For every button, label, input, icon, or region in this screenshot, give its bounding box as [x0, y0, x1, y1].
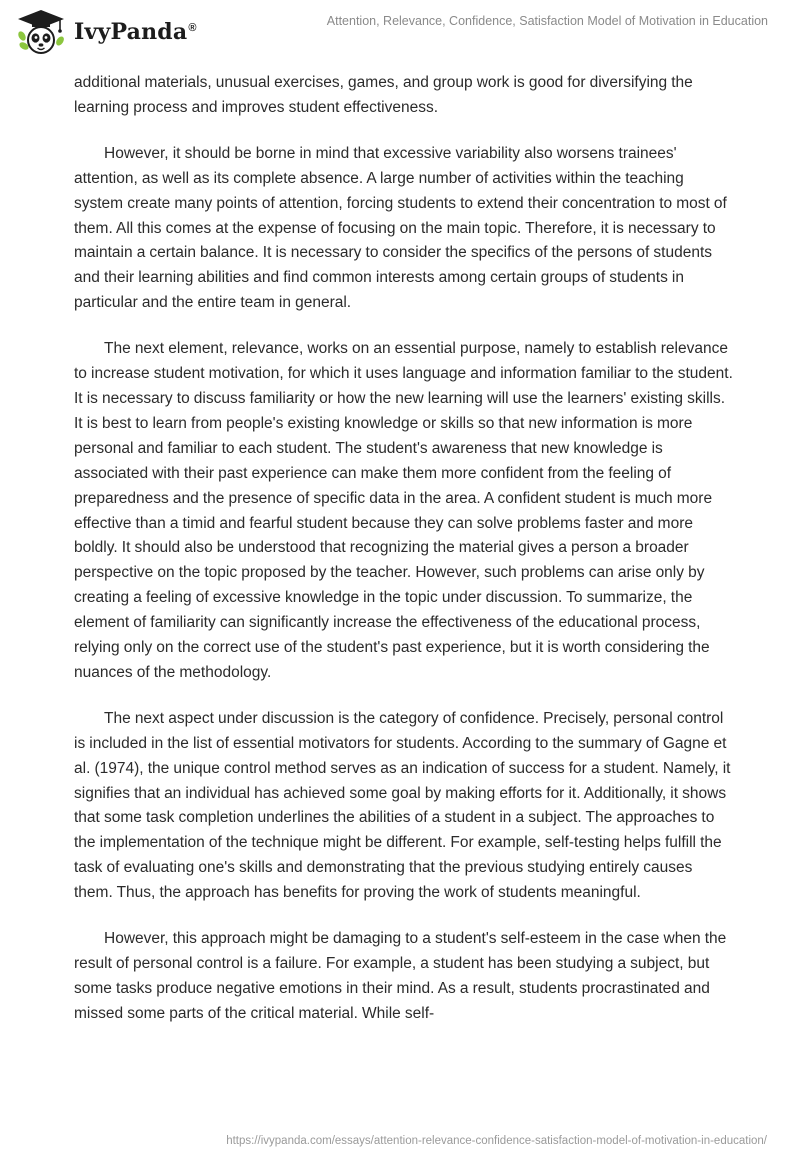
- panda-graduate-icon: [14, 8, 68, 56]
- paragraph: However, it should be borne in mind that excessive variability also worsens trainees' attention, as well as its complete absence. A large number of activities within the teaching system create many points of attention, forcing students to extend their concentration to most of them. All this comes at the expense of focusing on the main topic. Therefore, it is necessary to maintain a certain balance. It is necessary to consider the specifics of the persons of students and their learning abilities and find common interests among certain groups of students in particular and the entire team in general.: [74, 144, 727, 312]
- source-url[interactable]: https://ivypanda.com/essays/attention-relevance-confidence-satisfaction-model-of-motivation-in-education/: [226, 1135, 767, 1147]
- paragraph: However, this approach might be damaging to a student's self-esteem in the case when the result of personal control is a failure. For example, a student has been studying a subject, but some tasks produce negative emotions in their mind. As a result, students procrastinated and missed some parts of the critical material. While self-: [74, 930, 727, 1022]
- page-header: [0, 0, 800, 60]
- ivypanda-logo[interactable]: [14, 8, 197, 56]
- document-title: Attention, Relevance, Confidence, Satisfaction Model of Motivation in Education: [326, 14, 768, 28]
- brand-name: IvyPanda®: [74, 19, 197, 45]
- essay-body: [74, 71, 734, 1048]
- paragraph-continued: additional materials, unusual exercises, games, and group work is good for diversifying the learning process and improves student effectiveness.: [74, 74, 693, 116]
- registered-mark: ®: [188, 21, 197, 34]
- paragraph: The next element, relevance, works on an essential purpose, namely to establish relevance to increase student motivation, for which it uses language and information familiar to the student. It is necessary to discuss familiarity or how the new learning will use the learners' existing skills. It is best to learn from people's existing knowledge or skills so that new information is more personal and familiar to each student. The student's awareness that new knowledge is associated with their past experience can make them more confident from the feeling of preparedness and the presence of specific data in the area. A confident student is much more effective than a timid and fearful student because they can solve problems faster and more boldly. It should also be understood that recognizing the material gives a person a broader perspective on the topic proposed by the teacher. However, such problems can arise only by creating a feeling of excessive knowledge in the topic under discussion. To summarize, the element of familiarity can significantly increase the effectiveness of the educational process, relying only on the correct use of the student's past experience, but it is worth considering the nuances of the methodology.: [74, 340, 733, 681]
- paragraph: The next aspect under discussion is the category of confidence. Precisely, personal control is included in the list of essential motivators for students. According to the summary of Gagne et al. (1974), the unique control method serves as an indication of success for a student. Namely, it signifies that an individual has achieved some goal by making efforts for it. Additionally, it shows that some task completion underlines the abilities of a student in a subject. The approaches to the implementation of the technique might be different. For example, self-testing helps fulfill the task of evaluating one's skills and demonstrating that the previous studying entirely causes them. Thus, the approach has benefits for proving the work of students meaningful.: [74, 709, 731, 902]
